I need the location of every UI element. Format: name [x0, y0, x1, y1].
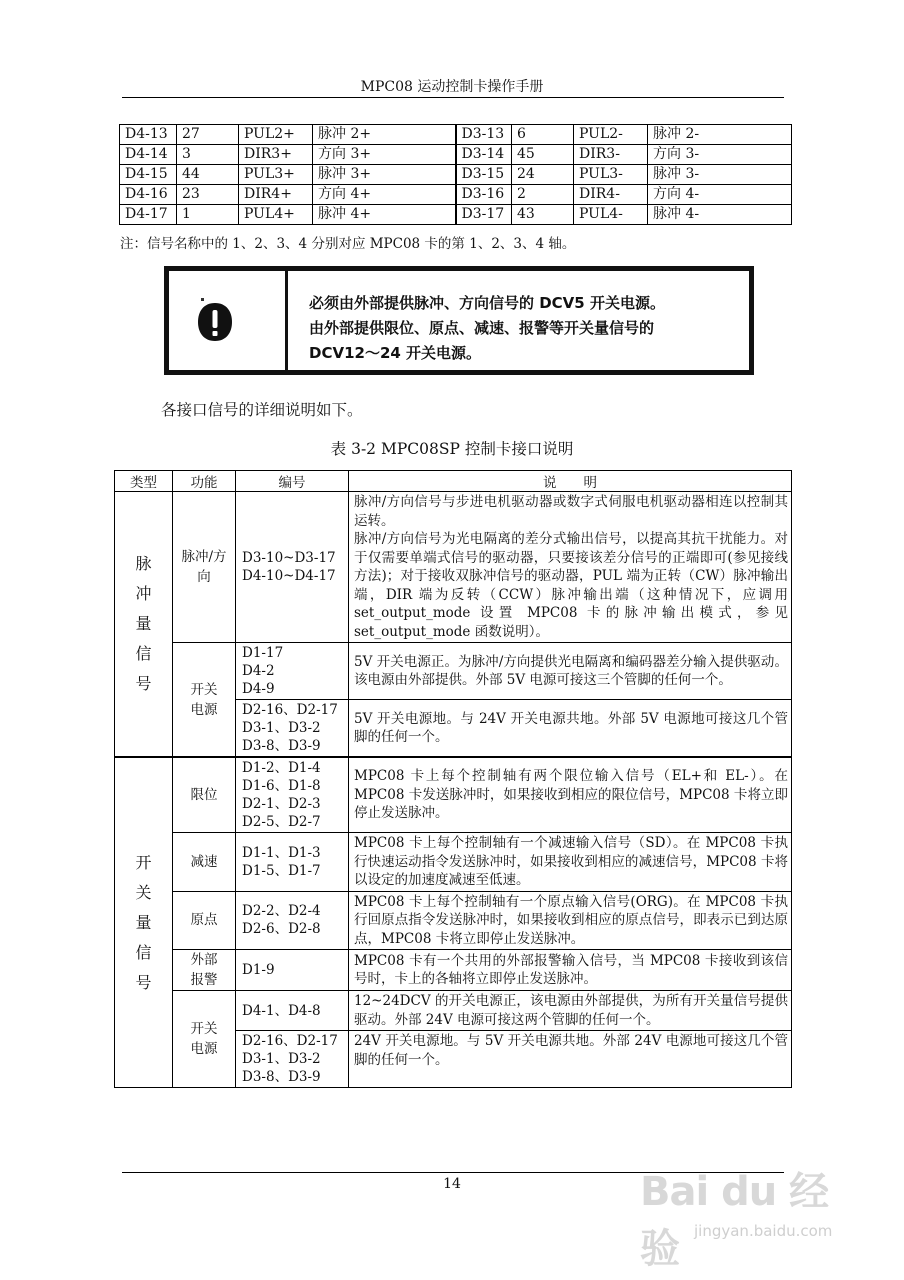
col-header-description: 说 明: [349, 471, 792, 492]
warning-line: DCV12～24 开关电源。: [309, 344, 482, 362]
col-header-function: 功能: [173, 471, 236, 492]
table-row: [115, 891, 792, 950]
exclamation-icon: [196, 301, 234, 343]
pin-table-row: D4-16 23 DIR4+ 方向 4+ D3-16 2 DIR4- 方向 4-: [120, 185, 792, 205]
table-row: [115, 950, 792, 991]
code-cell: D1-1、D1-3 D1-5、D1-7: [236, 833, 349, 892]
warning-line: 由外部提供限位、原点、减速、报警等开关量信号的: [309, 319, 655, 337]
code-cell: D1-9: [236, 950, 349, 991]
page-header-title: MPC08 运动控制卡操作手册: [360, 79, 544, 95]
table-caption: 表 3-2 MPC08SP 控制卡接口说明: [330, 440, 574, 458]
desc-cell: MPC08 卡上每个控制轴有两个限位输入信号（EL+和 EL-）。在 MPC08 卡发送脉冲时，如果接收到相应的限位信号，MPC08 卡将立即停止发送脉冲。: [349, 757, 792, 833]
code-cell: D1-2、D1-4 D1-6、D1-8 D2-1、D2-3 D2-5、D2-7: [236, 757, 349, 833]
signal-note: 注：信号名称中的 1、2、3、4 分别对应 MPC08 卡的第 1、2、3、4 轴。: [120, 236, 576, 252]
code-cell: D2-16、D2-17 D3-1、D3-2 D3-8、D3-9: [236, 1031, 349, 1088]
func-cell: 原点: [173, 891, 236, 950]
intro-text: 各接口信号的详细说明如下。: [161, 401, 363, 419]
pin-table-row: D4-17 1 PUL4+ 脉冲 4+ D3-17 43 PUL4- 脉冲 4-: [120, 205, 792, 225]
desc-cell: 5V 开关电源地。与 24V 开关电源共地。外部 5V 电源地可接这几个管脚的任何一个。: [349, 700, 792, 758]
desc-cell: MPC08 卡上每个控制轴有一个原点输入信号(ORG)。在 MPC08 卡执行回原点指令发送脉冲时，如果接收到相应的原点信号，即表示已到达原点，MPC08 卡将立即停止发送脉冲。: [349, 891, 792, 950]
table-row: [115, 492, 792, 643]
watermark: [640, 1160, 850, 1272]
type-pulse: 脉冲量信号: [115, 492, 173, 758]
pin-table-row: D4-15 44 PUL3+ 脉冲 3+ D3-15 24 PUL3- 脉冲 3-: [120, 165, 792, 185]
func-cell: 限位: [173, 757, 236, 833]
pin-table-row: D4-13 27 PUL2+ 脉冲 2+ D3-13 6 PUL2- 脉冲 2-: [120, 125, 792, 145]
warning-text: [309, 291, 665, 366]
warning-box: [164, 266, 754, 375]
page-number: 14: [443, 1176, 461, 1192]
func-cell: 开关电源: [173, 643, 236, 758]
header-rule: [122, 97, 784, 98]
table-header-row: [115, 471, 792, 492]
desc-cell: 24V 开关电源地。与 5V 开关电源共地。外部 24V 电源地可接这几个管脚的任何一个。: [349, 1031, 792, 1088]
desc-cell: 脉冲/方向信号与步进电机驱动器或数字式伺服电机驱动器相连以控制其运转。 脉冲/方向信号为光电隔离的差分式输出信号，以提高其抗干扰能力。对于仅需要单端式信号的驱动器，只要接该差分信号的正端即可(参见接线方法)；对于接收双脉冲信号的驱动器，PUL 端为正转（CW）脉冲输出端，DIR 端为反转（CCW）脉冲输出端（这种情况下，应调用 set_output_mode 设置 MPC08 卡的脉冲输出模式，参见 set_output_mode 函数说明）。: [349, 492, 792, 643]
pin-table-row: D4-14 3 DIR3+ 方向 3+ D3-14 45 DIR3- 方向 3-: [120, 145, 792, 165]
func-cell: 脉冲/方向: [173, 492, 236, 643]
interface-spec-table: [114, 470, 792, 1088]
code-cell: D2-16、D2-17 D3-1、D3-2 D3-8、D3-9: [236, 700, 349, 758]
desc-cell: 12~24DCV 的开关电源正，该电源由外部提供，为所有开关量信号提供驱动。外部 24V 电源可接这两个管脚的任何一个。: [349, 991, 792, 1031]
desc-cell: MPC08 卡有一个共用的外部报警输入信号，当 MPC08 卡接收到该信号时，卡上的各轴将立即停止发送脉冲。: [349, 950, 792, 991]
pin-table: [119, 124, 792, 225]
warning-line: 必须由外部提供脉冲、方向信号的 DCV5 开关电源。: [309, 294, 665, 312]
code-cell: D2-2、D2-4 D2-6、D2-8: [236, 891, 349, 950]
code-cell: D3-10~D3-17 D4-10~D4-17: [236, 492, 349, 643]
table-row: [115, 833, 792, 892]
warning-separator: [285, 271, 288, 370]
func-cell: 开关电源: [173, 991, 236, 1088]
desc-cell: 5V 开关电源正。为脉冲/方向提供光电隔离和编码器差分输入提供驱动。该电源由外部提供。外部 5V 电源可接这三个管脚的任何一个。: [349, 643, 792, 700]
table-row: [115, 643, 792, 700]
col-header-code: 编号: [236, 471, 349, 492]
code-cell: D4-1、D4-8: [236, 991, 349, 1031]
desc-cell: MPC08 卡上每个控制轴有一个减速输入信号（SD）。在 MPC08 卡执行快速运动指令发送脉冲时，如果接收到相应的减速信号，MPC08 卡将以设定的加速度减速至低速。: [349, 833, 792, 892]
type-switch: 开关量信号: [115, 757, 173, 1088]
table-row: [115, 991, 792, 1031]
code-cell: D1-17 D4-2 D4-9: [236, 643, 349, 700]
watermark-url: jingyan.baidu.com: [694, 1222, 833, 1240]
func-cell: 减速: [173, 833, 236, 892]
table-row: [115, 757, 792, 833]
func-cell: 外部报警: [173, 950, 236, 991]
watermark-logo: Bai du 经验: [640, 1169, 829, 1272]
col-header-type: 类型: [115, 471, 173, 492]
